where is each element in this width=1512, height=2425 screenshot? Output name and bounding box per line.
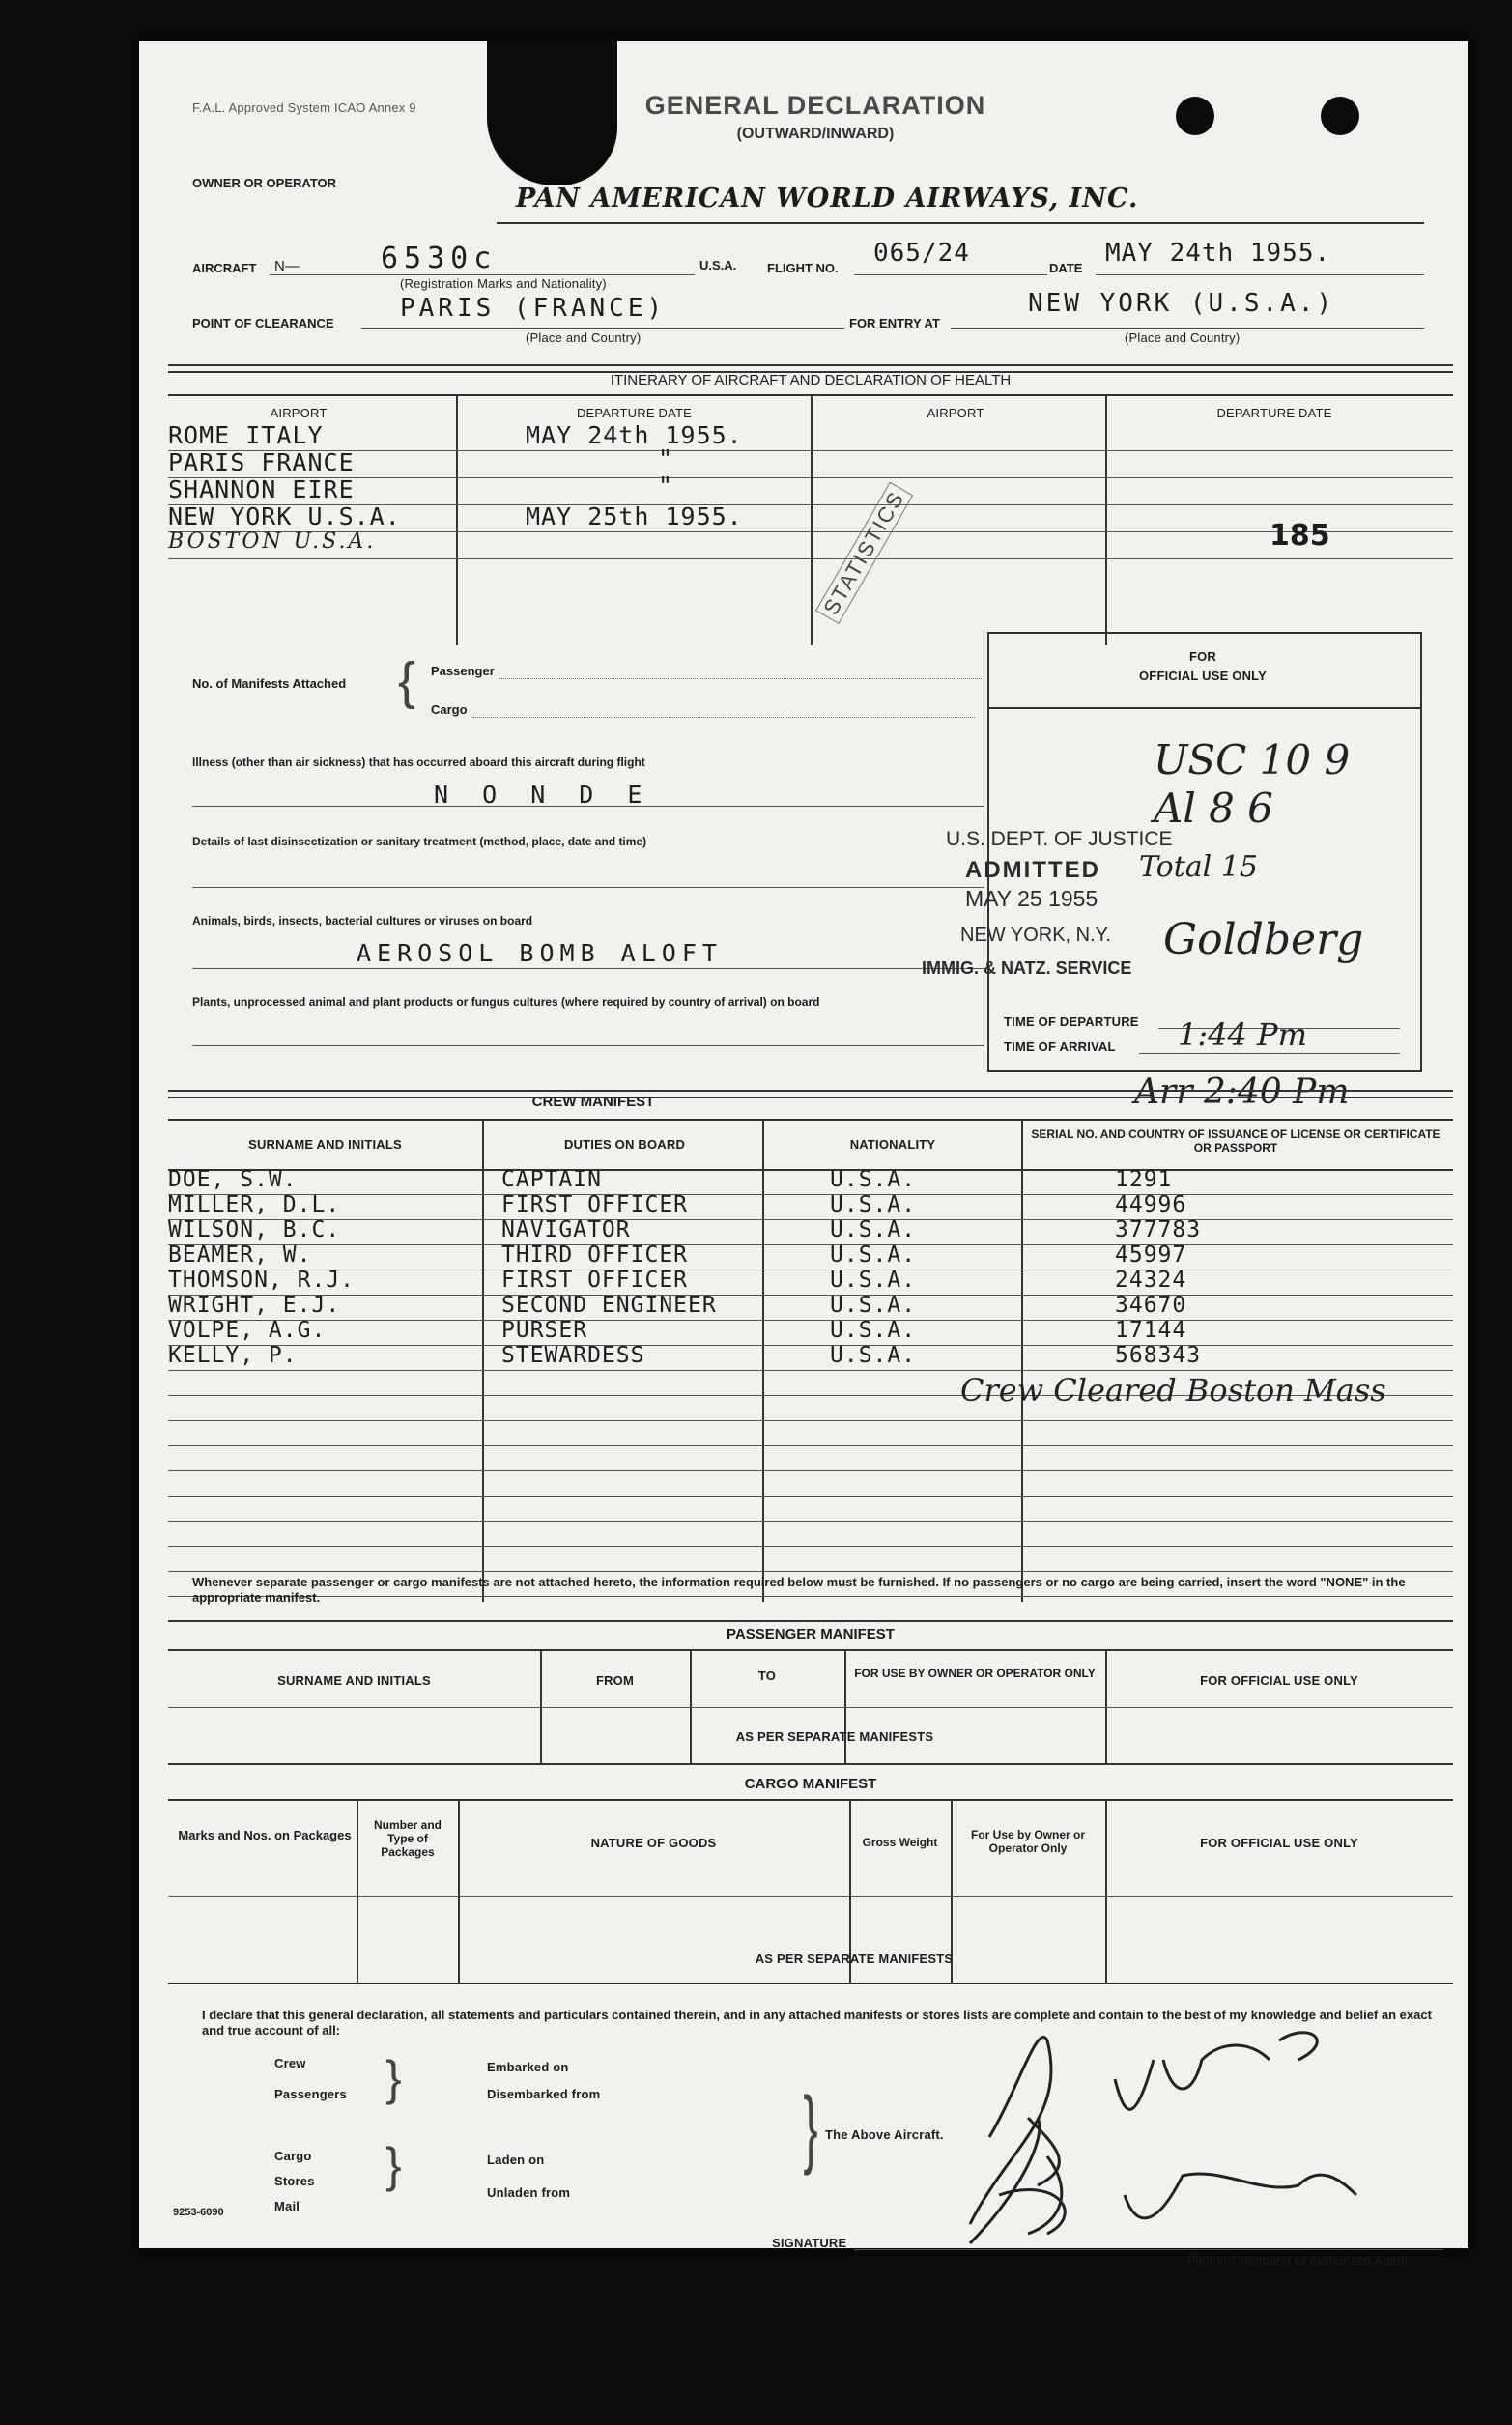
crew-name: BEAMER, W. — [168, 1242, 312, 1268]
disinsect-label: Details of last disinsectization or sanitary treatment (method, place, date and time) — [192, 835, 647, 848]
usa-label: U.S.A. — [699, 258, 737, 272]
cargo-header-number: Number and Type of Packages — [373, 1818, 442, 1859]
crew-note: Crew Cleared Boston Mass — [960, 1372, 1386, 1409]
itinerary-row-airport: ROME ITALY — [168, 421, 324, 449]
stamp-line-5: IMMIG. & NATZ. SERVICE — [922, 958, 1132, 978]
crew-nationality: U.S.A. — [830, 1167, 917, 1192]
illness-label: Illness (other than air sickness) that has occurred aboard this aircraft during flight — [192, 756, 645, 769]
page-title: GENERAL DECLARATION — [644, 91, 986, 120]
cargo-header-marks: Marks and Nos. on Packages — [178, 1828, 352, 1842]
decl-passengers: Passengers — [274, 2087, 347, 2101]
crew-serial: 568343 — [1115, 1343, 1202, 1368]
entry-label: FOR ENTRY AT — [849, 316, 940, 330]
aircraft-prefix: N— — [274, 258, 300, 274]
plants-label: Plants, unprocessed animal and plant products or fungus cultures (where required by country of arrival) on board — [192, 995, 820, 1009]
owner-name: PAN AMERICAN WORLD AIRWAYS, INC. — [516, 184, 1139, 214]
crew-duty: SECOND ENGINEER — [501, 1293, 717, 1318]
official-hand-1: USC 10 9 — [1154, 736, 1351, 784]
crew-name: WRIGHT, E.J. — [168, 1293, 341, 1318]
crew-nationality: U.S.A. — [830, 1192, 917, 1217]
crew-duty: THIRD OFFICER — [501, 1242, 689, 1268]
crew-name: THOMSON, R.J. — [168, 1268, 356, 1293]
manifest-passenger-label: Passenger — [431, 664, 495, 678]
departure-time-label: TIME OF DEPARTURE — [1004, 1014, 1139, 1029]
manifest-cargo-label: Cargo — [431, 702, 468, 717]
stamp-line-2: ADMITTED — [965, 857, 1100, 883]
date-label: DATE — [1049, 261, 1083, 275]
crew-nationality: U.S.A. — [830, 1343, 917, 1368]
itinerary-header-date: DEPARTURE DATE — [576, 406, 693, 420]
crew-nationality: U.S.A. — [830, 1268, 917, 1293]
crew-nationality: U.S.A. — [830, 1318, 917, 1343]
official-hand-2: Al 8 6 — [1154, 785, 1273, 832]
crew-nationality: U.S.A. — [830, 1217, 917, 1242]
aircraft-sub: (Registration Marks and Nationality) — [400, 276, 607, 291]
itinerary-row-airport: SHANNON EIRE — [168, 475, 355, 503]
decl-embarked: Embarked on — [487, 2060, 569, 2074]
passenger-header-name: SURNAME AND INITIALS — [277, 1673, 431, 1688]
arrival-time-label: TIME OF ARRIVAL — [1004, 1040, 1116, 1054]
crew-name: KELLY, P. — [168, 1343, 298, 1368]
itinerary-row-date: " — [657, 471, 674, 499]
crew-header-serial: SERIAL NO. AND COUNTRY OF ISSUANCE OF LICENSE OR CERTIFICATE OR PASSPORT — [1031, 1127, 1441, 1155]
stamp-line-4: NEW YORK, N.Y. — [960, 925, 1111, 946]
statistics-stamp: STATISTICS — [815, 482, 913, 624]
decl-above-aircraft: The Above Aircraft. — [825, 2127, 944, 2142]
decl-mail: Mail — [274, 2199, 300, 2213]
itinerary-header-airport-2: AIRPORT — [927, 406, 984, 420]
aircraft-value: 6530c — [381, 242, 498, 275]
crew-serial: 377783 — [1115, 1217, 1202, 1242]
crew-duty: FIRST OFFICER — [501, 1268, 689, 1293]
clearance-value: PARIS (FRANCE) — [400, 294, 667, 323]
clearance-label: POINT OF CLEARANCE — [192, 316, 334, 330]
decl-disembarked: Disembarked from — [487, 2087, 601, 2101]
punch-hole — [1176, 97, 1214, 135]
itinerary-row-airport: PARIS FRANCE — [168, 448, 355, 476]
official-hand-3: Total 15 — [1139, 850, 1258, 884]
cargo-header-official: FOR OFFICIAL USE ONLY — [1200, 1836, 1358, 1850]
itinerary-title: ITINERARY OF AIRCRAFT AND DECLARATION OF HEALTH — [610, 372, 1012, 388]
itinerary-header-date-2: DEPARTURE DATE — [1216, 406, 1332, 420]
itinerary-row-date: MAY 24th 1955. — [526, 421, 743, 449]
approval-line: F.A.L. Approved System ICAO Annex 9 — [192, 100, 416, 115]
cargo-header-owner: For Use by Owner or Operator Only — [970, 1828, 1086, 1855]
decl-stores: Stores — [274, 2174, 315, 2188]
itinerary-row-date: MAY 25th 1955. — [526, 502, 743, 530]
page-subtitle: (OUTWARD/INWARD) — [736, 126, 895, 142]
itinerary-row-airport: BOSTON U.S.A. — [168, 529, 377, 554]
crew-serial: 24324 — [1115, 1268, 1187, 1293]
decl-laden: Laden on — [487, 2153, 545, 2167]
aircraft-label: AIRCRAFT — [192, 261, 257, 275]
form-number: 9253-6090 — [173, 2207, 224, 2218]
animals-value: AEROSOL BOMB ALOFT — [357, 939, 723, 967]
declaration-form: F.A.L. Approved System ICAO Annex 9 GENERAL DECLARATION (OUTWARD/INWARD) OWNER OR OPERATOR PAN AMERICAN WORLD AIRWAYS, INC. AIRCRAFT N— 6530c (Registration Marks and Nationality) U.S.A. FLIGHT NO. 065/24 DATE MAY 24th 1955. POINT OF CLEARANCE PARIS (FRANCE) (Place and Country) FOR ENTRY AT NEW YORK (U.S.A.) (Place and Country) ITINERARY OF AIRCRAFT AND DECLARATION OF HEALTH AIRPORT DEPARTURE DATE AIRPORT DEPARTURE DATE ROME ITALY MAY 24th 1955. PARIS FRANCE " SHANNON EIRE " NEW YORK U.S.A. MAY 25th 1955. BOSTON U.S.A. 185 STATISTICS No. of Manifests Attached { Passenger Cargo Illness (other than air sickness) that has occurred aboard this aircraft during flight N O N D E Details of last disinsectization or sanitary treatment (method, place, date and time) Animals, birds, insects, bacterial cultures or viruses on board AEROSOL BOMB ALOFT Plants, unprocessed animal and plant products or fungus cultures (where required by country of arrival) on board FOR OFFICIAL USE ONLY USC 10 9 Al 8 6 Total 15 U.S. DEPT. OF JUSTICE ADMITTED MAY 25 1955 NEW YORK, N.Y. IMMIG. & NATZ. SERVICE Goldberg TIME OF DEPARTURE TIME OF ARRIVAL 1:44 Pm Arr 2:40 Pm CREW MANIFEST SURNAME AND INITIALS DUTIES ON BOARD NATIONALITY SERIAL NO. AND COUNTRY OF ISSUANCE OF LICENSE OR CERTIFICATE OR PASSPORT DOE, S.W. CAPTAIN U.S.A. 1291 MILLER, D.L. FIRST OFFICER U.S.A. 44996 WILSON, B.C. NAVIGATOR U.S.A. 377783 BEAMER, W. THIRD OFFICER U.S.A. 45997 THOMSON, R.J. FIRST OFFICER U.S.A. 24324 WRIGHT, E.J. SECOND ENGINEER U.S.A. 34670 VOLPE, A.G. PURSER U.S.A. 17144 KELLY, P. STEWARDESS U.S.A. 568343 Crew Cleared Boston Mass Whenever separate passenger or cargo manifests are not attached hereto, the information required below must be furnished. If no passengers or no cargo are being carried, insert the word "NONE" in the appropriate manifest. PASSENGER MANIFEST SURNAME AND INITIALS FROM TO FOR USE BY OWNER OR OPERATOR ONLY FOR OFFICIAL USE ONLY AS PER SEPARATE MANIFESTS CARGO MANIFEST Marks and Nos. on Packages Number and Type of Packages NATURE OF GOODS Gross Weight For Use by Owner or Operator Only FOR OFFICIAL USE ONLY AS PER SEPARATE MANIFESTS I declare that this general declaration, all statements and particulars contained therein, and in any attached manifests or stores lists are complete and contain to the best of my knowledge and belief an exact and true account of all: Crew Passengers } Embarked on Disembarked from Cargo Stores Mail } Laden on Unladen from } The Above Aircraft. SIGNATURE Pilot-in-Command or Authorized Agent 9253-6090 — [139, 41, 1468, 2248]
cargo-note: AS PER SEPARATE MANIFESTS — [755, 1952, 954, 1966]
cargo-header-weight: Gross Weight — [862, 1836, 938, 1849]
passenger-note: AS PER SEPARATE MANIFESTS — [735, 1729, 934, 1744]
torn-corner — [487, 41, 617, 185]
crew-header-name: SURNAME AND INITIALS — [248, 1137, 402, 1152]
crew-header-nat: NATIONALITY — [849, 1137, 936, 1152]
owner-label: OWNER OR OPERATOR — [192, 176, 337, 190]
official-signature: Goldberg — [1163, 915, 1364, 964]
cargo-title: CARGO MANIFEST — [744, 1776, 877, 1792]
separate-manifests-note: Whenever separate passenger or cargo manifests are not attached hereto, the information required below must be furnished. If no passengers or no cargo are being carried, insert the word "NONE" in the appropriate manifest. — [192, 1575, 1406, 1605]
itinerary-number: 185 — [1270, 519, 1330, 553]
crew-duty: CAPTAIN — [501, 1167, 602, 1192]
official-title-1: FOR — [1188, 649, 1217, 664]
crew-name: VOLPE, A.G. — [168, 1318, 327, 1343]
clearance-sub: (Place and Country) — [526, 330, 642, 345]
crew-name: MILLER, D.L. — [168, 1192, 341, 1217]
crew-header-duty: DUTIES ON BOARD — [563, 1137, 686, 1152]
official-title-2: OFFICIAL USE ONLY — [1139, 669, 1267, 683]
crew-serial: 45997 — [1115, 1242, 1187, 1268]
entry-value: NEW YORK (U.S.A.) — [1028, 289, 1335, 318]
decl-signature-label: SIGNATURE — [772, 2236, 847, 2250]
passenger-header-to: TO — [757, 1669, 777, 1683]
flight-label: FLIGHT NO. — [767, 261, 839, 275]
passenger-header-from: FROM — [595, 1673, 635, 1688]
punch-hole — [1321, 97, 1359, 135]
crew-name: DOE, S.W. — [168, 1167, 298, 1192]
itinerary-row-airport: NEW YORK U.S.A. — [168, 502, 401, 530]
decl-crew: Crew — [274, 2056, 306, 2070]
crew-serial: 17144 — [1115, 1318, 1187, 1343]
crew-name: WILSON, B.C. — [168, 1217, 341, 1242]
animals-label: Animals, birds, insects, bacterial cultures or viruses on board — [192, 914, 533, 927]
itinerary-header-airport: AIRPORT — [270, 406, 328, 420]
entry-sub: (Place and Country) — [1125, 330, 1241, 345]
cargo-header-goods: NATURE OF GOODS — [590, 1836, 717, 1850]
passenger-header-official: FOR OFFICIAL USE ONLY — [1200, 1673, 1358, 1688]
crew-nationality: U.S.A. — [830, 1242, 917, 1268]
decl-cargo: Cargo — [274, 2149, 312, 2163]
decl-unladen: Unladen from — [487, 2185, 571, 2200]
arrival-time-value: 1:44 Pm — [1178, 1016, 1307, 1053]
crew-duty: FIRST OFFICER — [501, 1192, 689, 1217]
decl-signer: Pilot-in-Command or Authorized Agent — [1187, 2253, 1409, 2268]
crew-duty: PURSER — [501, 1318, 588, 1343]
stamp-line-1: U.S. DEPT. OF JUSTICE — [946, 828, 1173, 850]
itinerary-row-date: " — [657, 444, 674, 472]
passenger-header-owner: FOR USE BY OWNER OR OPERATOR ONLY — [854, 1667, 1096, 1680]
crew-serial: 44996 — [1115, 1192, 1187, 1217]
arrival-hand-note: Arr 2:40 Pm — [1134, 1072, 1350, 1112]
pilot-signature-icon — [931, 2002, 1434, 2253]
illness-value: N O N D E — [434, 781, 652, 809]
crew-serial: 34670 — [1115, 1293, 1187, 1318]
stamp-line-3: MAY 25 1955 — [965, 886, 1098, 911]
declaration-text: I declare that this general declaration, all statements and particulars contained therein, and in any attached manifests or stores lists are complete and contain to the best of my knowledge and belief an exact and true account of all: — [202, 2008, 1432, 2038]
flight-number: 065/24 — [873, 239, 970, 268]
manifests-label: No. of Manifests Attached — [192, 676, 347, 691]
crew-duty: NAVIGATOR — [501, 1217, 631, 1242]
crew-serial: 1291 — [1115, 1167, 1173, 1192]
crew-duty: STEWARDESS — [501, 1343, 645, 1368]
crew-title: CREW MANIFEST — [531, 1094, 655, 1110]
flight-date: MAY 24th 1955. — [1105, 239, 1331, 268]
crew-nationality: U.S.A. — [830, 1293, 917, 1318]
passenger-title: PASSENGER MANIFEST — [727, 1626, 895, 1642]
